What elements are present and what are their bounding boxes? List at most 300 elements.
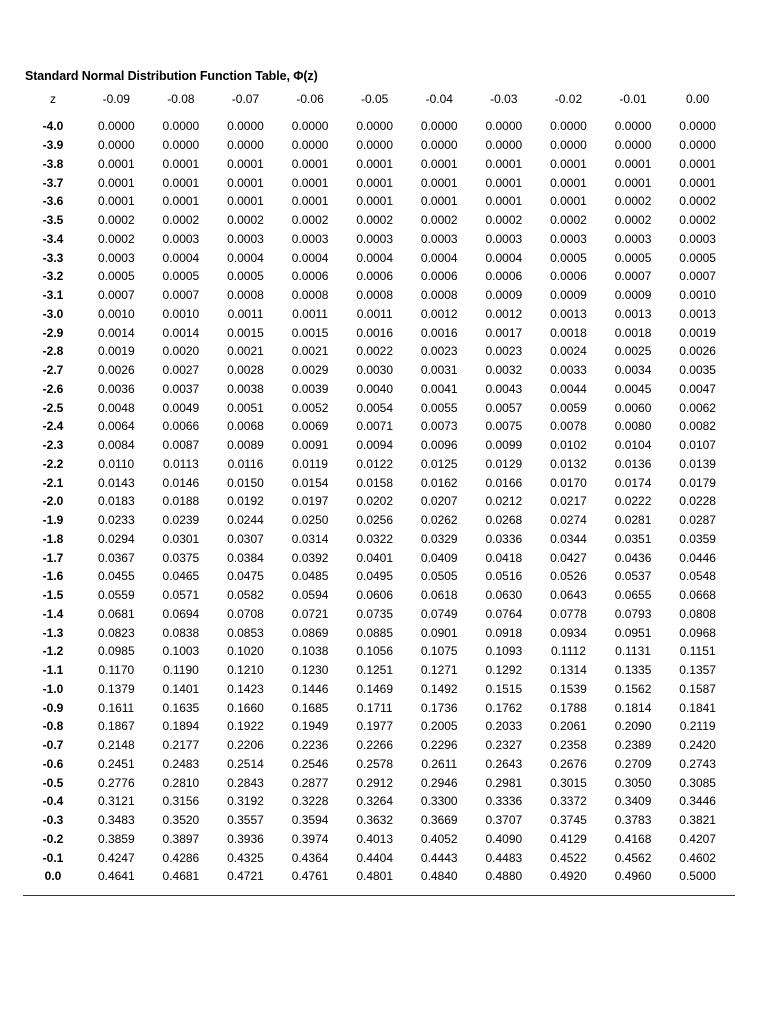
probability-cell: 0.2709 [614,756,652,771]
probability-cell: 0.1003 [162,644,200,659]
table-row [22,417,730,436]
probability-cell: 0.0000 [227,119,264,134]
probability-cell: 0.1075 [420,644,458,659]
probability-cell: 0.0005 [614,250,652,265]
table-row [22,155,730,174]
probability-cell: 0.0384 [227,550,264,565]
probability-cell: 0.0244 [227,513,264,528]
probability-cell: 0.0582 [227,588,264,603]
probability-cell: 0.0034 [614,363,652,378]
probability-cell: 0.2090 [614,719,652,734]
probability-cell: 0.0096 [420,438,458,453]
probability-cell: 0.4960 [614,869,652,884]
probability-cell: 0.3228 [291,794,329,809]
probability-cell: 0.1788 [550,700,587,715]
probability-cell: 0.0516 [485,569,523,584]
probability-cell: 0.0001 [550,175,587,190]
probability-cell: 0.0001 [356,156,394,171]
probability-cell: 0.0708 [227,606,264,621]
probability-cell: 0.0021 [291,344,329,359]
probability-cell: 0.4801 [356,869,394,884]
probability-cell: 0.0001 [485,194,523,209]
z-value-cell: -2.7 [42,363,64,378]
probability-cell: 0.0080 [614,419,652,434]
probability-cell: 0.0013 [614,306,652,321]
probability-cell: 0.0002 [291,213,329,228]
header-cell: 0.00 [685,91,710,106]
probability-cell: 0.0020 [162,344,200,359]
probability-cell: 0.4325 [227,850,264,865]
probability-cell: 0.0026 [679,344,716,359]
probability-cell: 0.0000 [162,138,200,153]
bottom-rule [23,895,735,896]
probability-cell: 0.2296 [420,738,458,753]
probability-cell: 0.2005 [420,719,458,734]
table-row [22,511,730,530]
probability-cell: 0.0485 [291,569,329,584]
probability-cell: 0.0003 [97,250,135,265]
z-value-cell: -4.0 [42,119,64,134]
probability-cell: 0.0064 [97,419,135,434]
probability-cell: 0.0003 [614,231,652,246]
probability-cell: 0.0019 [97,344,135,359]
probability-cell: 0.0401 [356,550,394,565]
probability-cell: 0.0004 [485,250,523,265]
probability-cell: 0.0314 [291,531,329,546]
probability-cell: 0.0043 [485,381,523,396]
table-row [22,623,730,642]
probability-cell: 0.1251 [356,663,394,678]
probability-cell: 0.3446 [679,794,716,809]
probability-cell: 0.0012 [485,306,523,321]
z-value-cell: -0.2 [42,831,64,846]
probability-cell: 0.0000 [162,119,200,134]
probability-cell: 0.2148 [97,738,135,753]
probability-cell: 0.1814 [614,700,652,715]
table-row [22,248,730,267]
probability-cell: 0.0002 [550,213,587,228]
probability-cell: 0.2946 [420,775,458,790]
z-value-cell: -3.4 [42,231,64,246]
probability-cell: 0.0094 [356,438,394,453]
probability-cell: 0.0630 [485,588,523,603]
probability-cell: 0.0268 [485,513,523,528]
probability-cell: 0.3336 [485,794,523,809]
probability-cell: 0.0023 [485,344,523,359]
probability-cell: 0.0749 [420,606,458,621]
normal-distribution-table [22,88,730,886]
probability-cell: 0.0436 [614,550,652,565]
probability-cell: 0.0000 [97,138,135,153]
probability-cell: 0.1685 [291,700,329,715]
probability-cell: 0.0162 [420,475,458,490]
table-row [22,680,730,699]
probability-cell: 0.0823 [97,625,135,640]
probability-cell: 0.0066 [162,419,200,434]
probability-cell: 0.0001 [227,156,264,171]
probability-cell: 0.1230 [291,663,329,678]
probability-cell: 0.4168 [614,831,652,846]
probability-cell: 0.2327 [485,738,523,753]
probability-cell: 0.3745 [550,813,587,828]
z-value-cell: -1.7 [42,550,64,565]
z-value-cell: -1.2 [42,644,64,659]
table-row [22,848,730,867]
table-row [22,323,730,342]
table-row [22,173,730,192]
probability-cell: 0.4364 [291,850,329,865]
probability-cell: 0.1492 [420,681,458,696]
table-row [22,192,730,211]
probability-cell: 0.0029 [291,363,329,378]
probability-cell: 0.0004 [162,250,200,265]
probability-cell: 0.0075 [485,419,523,434]
table-row [22,548,730,567]
z-value-cell: -3.3 [42,250,64,265]
probability-cell: 0.0125 [420,456,458,471]
probability-cell: 0.0073 [420,419,458,434]
probability-cell: 0.3483 [97,813,135,828]
table-row [22,361,730,380]
probability-cell: 0.0359 [679,531,716,546]
probability-cell: 0.0885 [356,625,394,640]
table-row [22,773,730,792]
probability-cell: 0.0059 [550,400,587,415]
table-row [22,492,730,511]
probability-cell: 0.0068 [227,419,264,434]
probability-cell: 0.0122 [356,456,394,471]
probability-cell: 0.0000 [485,138,523,153]
probability-cell: 0.0951 [614,625,652,640]
z-value-cell: -1.4 [42,606,64,621]
probability-cell: 0.0367 [97,550,135,565]
z-value-cell: -0.1 [42,850,64,865]
probability-cell: 0.0007 [679,269,716,284]
probability-cell: 0.0000 [356,138,394,153]
probability-cell: 0.0010 [97,306,135,321]
probability-cell: 0.0000 [485,119,523,134]
probability-cell: 0.4207 [679,831,716,846]
probability-cell: 0.0036 [97,381,135,396]
probability-cell: 0.0000 [291,138,329,153]
probability-cell: 0.0007 [97,288,135,303]
probability-cell: 0.0001 [356,194,394,209]
z-value-cell: -0.9 [42,700,64,715]
probability-cell: 0.0174 [614,475,652,490]
header-cell: -0.04 [425,91,453,106]
probability-cell: 0.1271 [420,663,458,678]
probability-cell: 0.0179 [679,475,716,490]
header-cell: -0.06 [296,91,324,106]
probability-cell: 0.3783 [614,813,652,828]
probability-cell: 0.0037 [162,381,200,396]
probability-cell: 0.1210 [227,663,264,678]
z-value-cell: -1.5 [42,588,64,603]
probability-cell: 0.0008 [420,288,458,303]
probability-cell: 0.0594 [291,588,329,603]
probability-cell: 0.0643 [550,588,587,603]
probability-cell: 0.0062 [679,400,716,415]
probability-cell: 0.0002 [227,213,264,228]
probability-cell: 0.0004 [420,250,458,265]
table-row [22,117,730,136]
probability-cell: 0.0084 [97,438,135,453]
probability-cell: 0.3936 [227,831,264,846]
probability-cell: 0.0001 [227,194,264,209]
probability-cell: 0.0003 [227,231,264,246]
probability-cell: 0.2676 [550,756,587,771]
probability-cell: 0.2358 [550,738,587,753]
probability-cell: 0.4247 [97,850,135,865]
probability-cell: 0.0934 [550,625,587,640]
header-cell: -0.07 [231,91,260,106]
probability-cell: 0.0049 [162,400,200,415]
z-value-cell: -3.5 [42,213,64,228]
probability-cell: 0.3897 [162,831,200,846]
probability-cell: 0.0054 [356,400,394,415]
probability-cell: 0.1379 [97,681,135,696]
probability-cell: 0.0001 [97,156,135,171]
probability-cell: 0.0002 [420,213,458,228]
probability-cell: 0.0003 [420,231,458,246]
probability-cell: 0.2119 [679,719,716,734]
probability-cell: 0.4129 [550,831,587,846]
probability-cell: 0.1151 [679,644,716,659]
probability-cell: 0.0052 [291,400,329,415]
probability-cell: 0.0032 [485,363,523,378]
probability-cell: 0.2206 [227,738,264,753]
probability-cell: 0.3372 [550,794,587,809]
probability-cell: 0.4052 [420,831,458,846]
probability-cell: 0.0110 [98,456,135,471]
probability-cell: 0.0537 [614,569,652,584]
probability-cell: 0.0018 [550,325,587,340]
z-value-cell: -3.8 [42,156,64,171]
probability-cell: 0.0446 [679,550,716,565]
probability-cell: 0.0019 [679,325,716,340]
table-row [22,792,730,811]
table-row [22,473,730,492]
z-value-cell: -0.4 [42,794,64,809]
z-value-cell: -2.9 [42,325,64,340]
probability-cell: 0.0001 [550,156,587,171]
probability-cell: 0.0006 [420,269,458,284]
probability-cell: 0.0014 [162,325,200,340]
z-value-cell: -1.9 [42,513,64,528]
probability-cell: 0.2810 [162,775,200,790]
z-value-cell: -2.5 [42,400,64,415]
header-cell: -0.03 [490,91,518,106]
probability-cell: 0.0051 [227,400,264,415]
probability-cell: 0.1020 [227,644,264,659]
probability-cell: 0.0030 [356,363,394,378]
probability-cell: 0.1038 [291,644,329,659]
probability-cell: 0.0001 [485,156,523,171]
probability-cell: 0.0001 [97,175,135,190]
probability-cell: 0.0023 [420,344,458,359]
z-value-cell: -0.5 [42,775,64,790]
probability-cell: 0.1711 [356,700,393,715]
probability-cell: 0.0166 [485,475,523,490]
z-value-cell: -3.7 [42,175,64,190]
probability-cell: 0.0154 [291,475,329,490]
probability-cell: 0.0011 [227,306,264,321]
probability-cell: 0.0262 [420,513,458,528]
probability-cell: 0.4090 [485,831,523,846]
probability-cell: 0.0038 [227,381,264,396]
probability-cell: 0.0102 [550,438,587,453]
probability-cell: 0.0158 [356,475,394,490]
probability-cell: 0.0001 [614,156,652,171]
z-value-cell: -0.3 [42,813,64,828]
probability-cell: 0.3192 [227,794,264,809]
probability-cell: 0.0136 [614,456,652,471]
probability-cell: 0.1446 [291,681,329,696]
probability-cell: 0.0735 [356,606,394,621]
probability-cell: 0.0901 [420,625,458,640]
probability-cell: 0.0793 [614,606,652,621]
probability-cell: 0.1335 [614,663,652,678]
probability-cell: 0.1660 [227,700,264,715]
probability-cell: 0.2578 [356,756,394,771]
probability-cell: 0.0336 [485,531,523,546]
probability-cell: 0.0000 [227,138,264,153]
probability-cell: 0.4483 [485,850,523,865]
probability-cell: 0.0146 [162,475,200,490]
probability-cell: 0.0548 [679,569,716,584]
probability-cell: 0.3859 [97,831,135,846]
probability-cell: 0.0985 [97,644,135,659]
probability-cell: 0.0025 [614,344,652,359]
probability-cell: 0.1515 [485,681,523,696]
probability-cell: 0.0002 [485,213,523,228]
probability-cell: 0.0035 [679,363,716,378]
probability-cell: 0.2912 [356,775,394,790]
probability-cell: 0.4562 [614,850,652,865]
probability-cell: 0.4721 [227,869,264,884]
probability-cell: 0.4880 [485,869,523,884]
probability-cell: 0.2981 [485,775,523,790]
probability-cell: 0.1190 [162,663,199,678]
probability-cell: 0.3520 [162,813,200,828]
probability-cell: 0.4641 [97,869,135,884]
probability-cell: 0.0869 [291,625,329,640]
probability-cell: 0.0005 [550,250,587,265]
table-row [22,380,730,399]
probability-cell: 0.0008 [227,288,264,303]
probability-cell: 0.0351 [614,531,652,546]
probability-cell: 0.3974 [291,831,329,846]
table-row [22,211,730,230]
probability-cell: 0.0078 [550,419,587,434]
probability-cell: 0.3050 [614,775,652,790]
probability-cell: 0.1170 [98,663,135,678]
probability-cell: 0.0060 [614,400,652,415]
z-value-cell: -2.3 [42,438,64,453]
probability-cell: 0.0031 [420,363,458,378]
z-value-cell: -3.0 [42,306,64,321]
probability-cell: 0.4286 [162,850,200,865]
probability-cell: 0.0001 [227,175,264,190]
probability-cell: 0.0392 [291,550,329,565]
probability-cell: 0.0001 [291,156,329,171]
probability-cell: 0.0853 [227,625,264,640]
probability-cell: 0.0018 [614,325,652,340]
probability-cell: 0.0007 [162,288,200,303]
probability-cell: 0.4602 [679,850,716,865]
z-value-cell: -3.1 [42,288,64,303]
probability-cell: 0.0005 [97,269,135,284]
probability-cell: 0.0001 [97,194,135,209]
probability-cell: 0.5000 [679,869,716,884]
probability-cell: 0.2843 [227,775,264,790]
table-row [22,736,730,755]
probability-cell: 0.0089 [227,438,264,453]
probability-cell: 0.0170 [550,475,587,490]
probability-cell: 0.4013 [356,831,394,846]
probability-cell: 0.0132 [550,456,587,471]
probability-cell: 0.1423 [227,681,264,696]
probability-cell: 0.2451 [97,756,135,771]
probability-cell: 0.0143 [97,475,135,490]
probability-cell: 0.0212 [485,494,523,509]
probability-cell: 0.3156 [162,794,200,809]
table-row [22,567,730,586]
probability-cell: 0.0027 [162,363,200,378]
probability-cell: 0.0001 [679,156,716,171]
probability-cell: 0.2514 [227,756,264,771]
probability-cell: 0.0116 [227,456,264,471]
probability-cell: 0.0202 [356,494,394,509]
z-value-cell: -0.8 [42,719,64,734]
probability-cell: 0.0375 [162,550,200,565]
probability-cell: 0.0668 [679,588,716,603]
probability-cell: 0.0207 [420,494,458,509]
probability-cell: 0.0107 [679,438,716,453]
probability-cell: 0.0028 [227,363,264,378]
table-row [22,867,730,886]
probability-cell: 0.0008 [291,288,329,303]
probability-cell: 0.0002 [614,213,652,228]
probability-cell: 0.0082 [679,419,716,434]
probability-cell: 0.3707 [485,813,523,828]
probability-cell: 0.0002 [356,213,394,228]
probability-cell: 0.2877 [291,775,329,790]
z-value-cell: 0.0 [44,869,62,884]
probability-cell: 0.0002 [679,194,716,209]
probability-cell: 0.1611 [98,700,135,715]
probability-cell: 0.4443 [420,850,458,865]
table-row [22,811,730,830]
table-row [22,136,730,155]
probability-cell: 0.4681 [162,869,200,884]
table-row [22,398,730,417]
probability-cell: 0.0104 [614,438,652,453]
probability-cell: 0.0024 [550,344,587,359]
probability-cell: 0.0015 [227,325,264,340]
z-value-cell: -2.4 [42,419,64,434]
probability-cell: 0.0048 [97,400,135,415]
probability-cell: 0.0192 [227,494,264,509]
probability-cell: 0.0571 [162,588,200,603]
probability-cell: 0.0003 [356,231,394,246]
probability-cell: 0.0021 [227,344,264,359]
probability-cell: 0.0004 [356,250,394,265]
probability-cell: 0.0006 [550,269,587,284]
table-row [22,755,730,774]
probability-cell: 0.0005 [162,269,200,284]
probability-cell: 0.0250 [291,513,329,528]
